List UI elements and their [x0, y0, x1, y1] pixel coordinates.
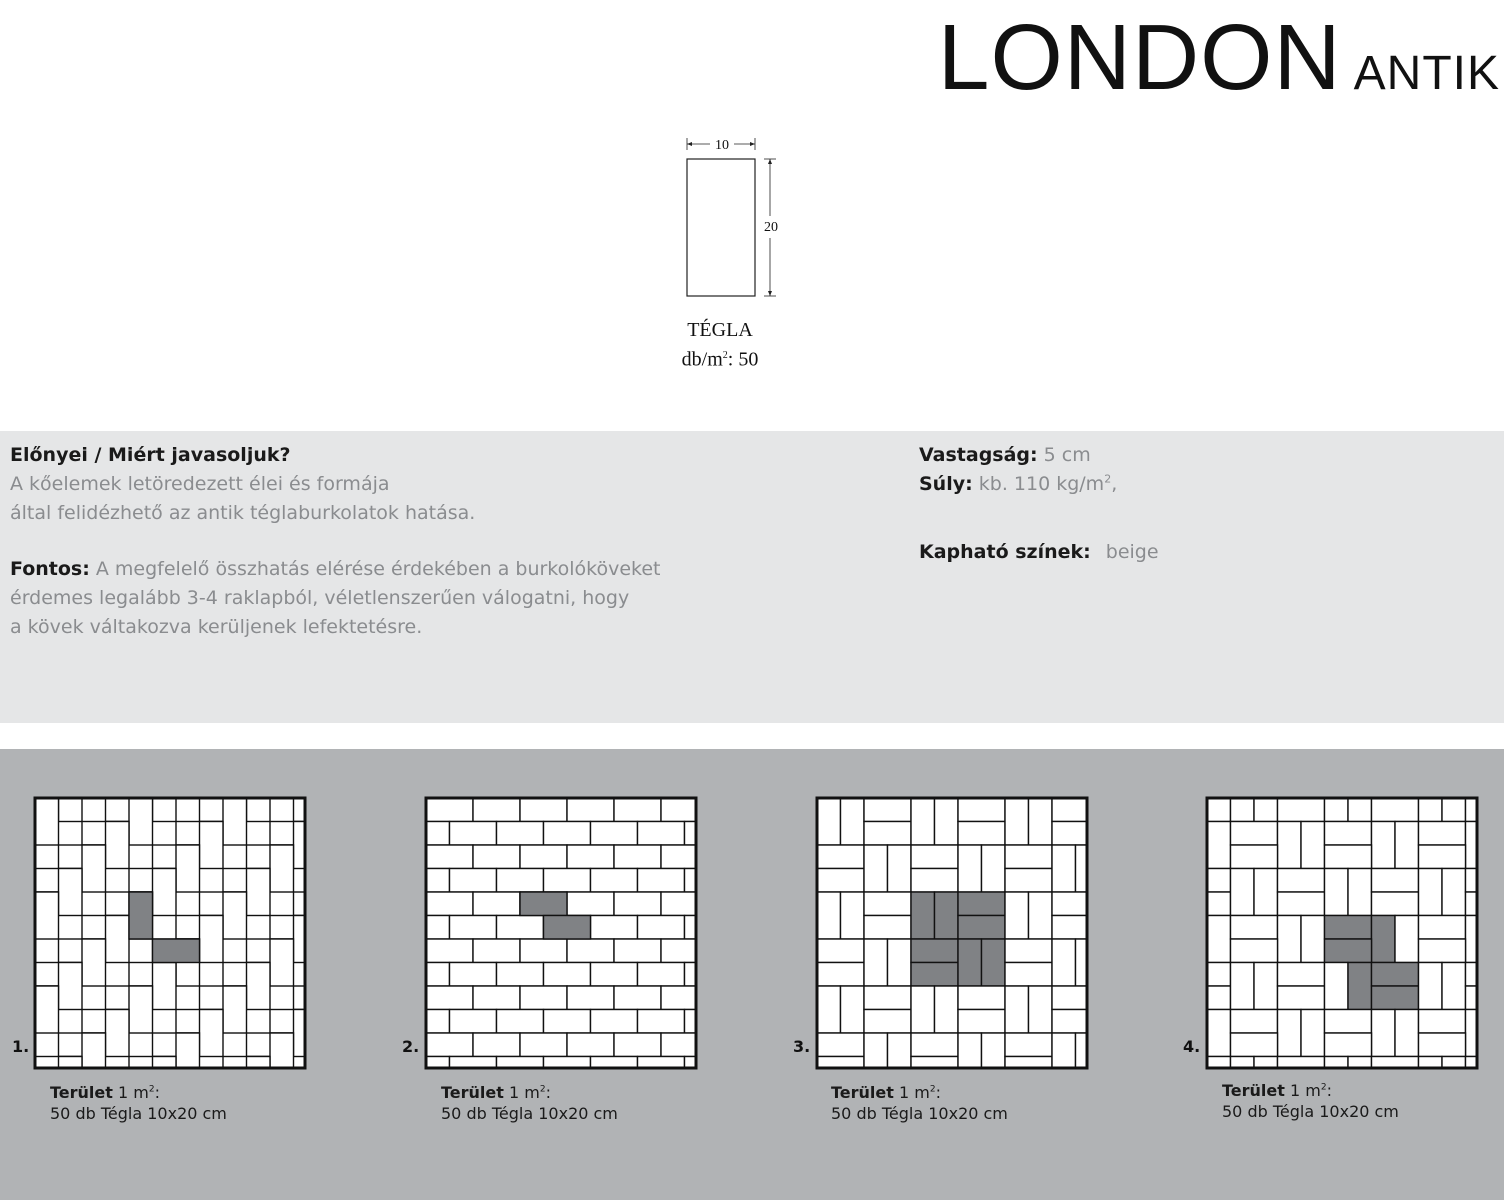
brick [1052, 892, 1089, 916]
brick [59, 869, 83, 916]
brick [450, 916, 497, 940]
brick [544, 822, 591, 846]
brick [958, 986, 1005, 1010]
highlight-brick [1348, 963, 1372, 1010]
brick [1052, 1033, 1076, 1070]
info-panel [0, 431, 1504, 723]
brick [1395, 822, 1419, 869]
brick [82, 845, 106, 892]
brick [544, 1010, 591, 1034]
brick [1005, 892, 1029, 939]
brick [638, 869, 685, 893]
brick [591, 916, 638, 940]
brick [864, 892, 911, 916]
brick [1254, 963, 1278, 1010]
brick [473, 986, 520, 1010]
brick [1029, 986, 1053, 1033]
brick [59, 796, 83, 822]
brick [1419, 845, 1466, 869]
brick [520, 1033, 567, 1057]
highlight-brick [911, 963, 958, 987]
brick [958, 798, 1005, 822]
brick [817, 939, 864, 963]
brick [1278, 869, 1325, 893]
pattern-running-bond [424, 796, 698, 1070]
brick [958, 822, 1005, 846]
brick [1205, 892, 1231, 916]
pattern-number: 4. [1183, 1037, 1201, 1056]
brick [473, 845, 520, 869]
brick [841, 798, 865, 845]
brick [426, 845, 473, 869]
brick [82, 939, 106, 986]
brick [864, 822, 911, 846]
brick [1372, 1010, 1396, 1057]
brick [1442, 869, 1466, 916]
brick [1348, 869, 1372, 916]
brick [614, 845, 661, 869]
brick [426, 939, 473, 963]
highlight-brick [544, 916, 591, 940]
brick [1419, 939, 1466, 963]
brick [935, 986, 959, 1033]
highlight-brick [1372, 963, 1419, 987]
pattern-herringbone [33, 796, 307, 1070]
highlight-brick [958, 892, 1005, 916]
brick [1052, 986, 1089, 1010]
brick [426, 892, 473, 916]
brick [450, 963, 497, 987]
pattern-caption: Terület 1 $m^2$: 50 db Tégla 10x20 cm [831, 1083, 1008, 1123]
important-text: a kövek váltakozva kerüljenek lefektetésre. [10, 616, 423, 638]
brick [661, 798, 698, 822]
brick [247, 963, 271, 1010]
brick [1301, 822, 1325, 869]
brick [864, 986, 911, 1010]
brick [911, 1033, 958, 1057]
brick [1205, 963, 1231, 987]
brick [1419, 869, 1443, 916]
brick [35, 798, 59, 845]
brick [911, 986, 935, 1033]
brick [1231, 939, 1278, 963]
brick [1372, 869, 1419, 893]
brick [1395, 1010, 1419, 1057]
brick [661, 845, 698, 869]
brick [911, 798, 935, 845]
brick [567, 1033, 614, 1057]
laying-patterns-panel [0, 749, 1504, 1200]
brick [424, 1010, 450, 1034]
brick [591, 822, 638, 846]
brick [614, 1033, 661, 1057]
brick [888, 845, 912, 892]
brick [1419, 1010, 1466, 1034]
weight-label: Súly: [919, 473, 973, 495]
brick [520, 986, 567, 1010]
brick [1005, 798, 1029, 845]
brick [1278, 892, 1325, 916]
brick [567, 892, 614, 916]
brick [200, 916, 224, 963]
brick [1278, 822, 1302, 869]
brick [817, 869, 864, 893]
brick [1419, 1033, 1466, 1057]
brick [1052, 822, 1089, 846]
brick [1207, 916, 1231, 963]
brick [591, 963, 638, 987]
brick [817, 986, 841, 1033]
brick [473, 798, 520, 822]
brick [888, 939, 912, 986]
advantages-line: A kőelemek letöredezett élei és formája [10, 473, 390, 495]
highlight-brick [1325, 939, 1372, 963]
brick [661, 939, 698, 963]
brick [473, 1033, 520, 1057]
brick [1419, 822, 1466, 846]
brick [1029, 798, 1053, 845]
highlight-brick [911, 892, 935, 939]
brick [270, 939, 294, 986]
brick [1372, 822, 1396, 869]
brick [1254, 796, 1278, 822]
highlight-brick [1372, 986, 1419, 1010]
brick [1325, 822, 1372, 846]
highlight-brick [935, 892, 959, 939]
brick [424, 916, 450, 940]
brick [638, 822, 685, 846]
brick [200, 1010, 224, 1057]
brick [864, 798, 911, 822]
brick [35, 892, 59, 939]
brick [1005, 1033, 1052, 1057]
brick [247, 869, 271, 916]
pattern-caption: Terület 1 $m^2$: 50 db Tégla 10x20 cm [1222, 1081, 1399, 1121]
brick [1254, 869, 1278, 916]
brick-density: $db/m^2$: 50 [681, 348, 759, 371]
important-label: Fontos: [10, 558, 90, 580]
brick [1348, 796, 1372, 822]
brick [1005, 869, 1052, 893]
height-label: 20 [764, 220, 778, 235]
brick [129, 798, 153, 845]
title-sub: ANTIK [1353, 47, 1500, 100]
brick [1005, 986, 1029, 1033]
brick [638, 1010, 685, 1034]
brick [426, 1033, 473, 1057]
brick [153, 869, 177, 916]
brick [567, 939, 614, 963]
brick [911, 869, 958, 893]
brick [567, 845, 614, 869]
brick [106, 822, 130, 869]
highlight-brick [153, 939, 200, 963]
brick [864, 1033, 888, 1070]
brick [1231, 1010, 1278, 1034]
highlight-brick [520, 892, 567, 916]
brick [888, 1033, 912, 1070]
brick [1278, 986, 1325, 1010]
brick [106, 1010, 130, 1057]
brick [591, 869, 638, 893]
brick [1442, 796, 1466, 822]
brick [817, 963, 864, 987]
brick [1029, 892, 1053, 939]
brick [1325, 845, 1372, 869]
brick [982, 845, 1006, 892]
brick [864, 845, 888, 892]
thickness-value: 5 cm [1037, 444, 1091, 466]
brick [958, 1010, 1005, 1034]
brick [450, 869, 497, 893]
highlight-brick [1372, 916, 1396, 963]
important-block [10, 555, 661, 642]
brick [614, 986, 661, 1010]
brick [424, 822, 450, 846]
brick-outline [687, 159, 755, 296]
brick [1207, 822, 1231, 869]
pattern-bricks [424, 798, 698, 1070]
important-text: érdemes legalább 3-4 raklapból, véletlenszerűen válogatni, hogy [10, 587, 630, 609]
brick [1442, 963, 1466, 1010]
brick [1419, 796, 1443, 822]
brick [864, 939, 888, 986]
brick [661, 1033, 698, 1057]
brick [982, 1033, 1006, 1070]
brick [200, 822, 224, 869]
brick [153, 963, 177, 1010]
brick [473, 939, 520, 963]
brick [1278, 963, 1325, 987]
colors-block [919, 538, 1159, 567]
pattern-pinwheel [1205, 796, 1479, 1070]
brick [1052, 845, 1076, 892]
highlight-brick [1325, 916, 1372, 940]
advantages-line: által felidézhető az antik téglaburkolatok hatása. [10, 502, 476, 524]
brick-dimension-diagram [660, 128, 800, 308]
highlight-brick [911, 939, 958, 963]
brick [223, 798, 247, 845]
brick [424, 869, 450, 893]
brick [841, 892, 865, 939]
brick [1231, 869, 1255, 916]
advantages-heading: Előnyei / Miért javasoljuk? [10, 444, 291, 466]
brick [35, 986, 59, 1033]
brick [638, 916, 685, 940]
pattern-caption: Terület 1 $m^2$: 50 db Tégla 10x20 cm [441, 1083, 618, 1123]
brick [1231, 1033, 1278, 1057]
pattern-number: 3. [793, 1037, 811, 1056]
brick [106, 916, 130, 963]
brick [424, 963, 450, 987]
brick [864, 1010, 911, 1034]
brick [270, 1033, 294, 1070]
brick [1419, 963, 1443, 1010]
brick [864, 916, 911, 940]
brick [450, 822, 497, 846]
advantages-block [10, 441, 475, 528]
brick [1325, 963, 1349, 1010]
weight-value: kb. 110 kg/m [972, 473, 1105, 495]
brick [497, 869, 544, 893]
brick [1052, 798, 1089, 822]
brick [223, 986, 247, 1033]
brick [247, 796, 271, 822]
brick [1372, 798, 1419, 822]
brick [1205, 869, 1231, 893]
brick [911, 845, 958, 869]
brick [1325, 869, 1349, 916]
colors-value: beige [1105, 541, 1159, 563]
brick [1005, 845, 1052, 869]
brick [176, 845, 200, 892]
brick [426, 986, 473, 1010]
brick [497, 916, 544, 940]
brick [1205, 798, 1231, 822]
brick [544, 869, 591, 893]
brick [1395, 916, 1419, 963]
brick [614, 939, 661, 963]
brick [817, 892, 841, 939]
brick [520, 845, 567, 869]
brick [1325, 796, 1349, 822]
brick [1301, 916, 1325, 963]
brick-caption [620, 318, 820, 373]
pattern-number: 1. [12, 1037, 30, 1056]
brick [450, 1010, 497, 1034]
brick [614, 892, 661, 916]
brick [497, 822, 544, 846]
brick [270, 845, 294, 892]
brick [520, 798, 567, 822]
brick [1419, 916, 1466, 940]
brick [1231, 845, 1278, 869]
brick [958, 1033, 982, 1070]
brick [935, 798, 959, 845]
brick [1207, 1010, 1231, 1057]
brick [426, 798, 473, 822]
pattern-bricks [817, 798, 1089, 1070]
brick [567, 986, 614, 1010]
brick [153, 796, 177, 822]
brick [841, 986, 865, 1033]
brick [1231, 796, 1255, 822]
brick [223, 892, 247, 939]
pattern-bricks [33, 796, 307, 1070]
brick [638, 963, 685, 987]
brick [661, 986, 698, 1010]
brick [614, 798, 661, 822]
brick [817, 798, 841, 845]
brick [1231, 916, 1278, 940]
brick [1325, 1010, 1372, 1034]
brick [59, 963, 83, 1010]
brick [1205, 986, 1231, 1010]
brick [1372, 892, 1419, 916]
brick [817, 845, 864, 869]
brick [129, 986, 153, 1033]
brick [1278, 916, 1302, 963]
brick [1301, 1010, 1325, 1057]
highlight-brick [982, 939, 1006, 986]
pattern-bricks [1205, 796, 1479, 1070]
brick [591, 1010, 638, 1034]
pattern-caption: Terület 1 $m^2$: 50 db Tégla 10x20 cm [50, 1083, 227, 1123]
brick [520, 939, 567, 963]
brick [473, 892, 520, 916]
colors-label: Kapható színek: [919, 541, 1091, 563]
brick [1052, 916, 1089, 940]
brick [176, 1033, 200, 1070]
brick [497, 1010, 544, 1034]
title-main: LONDON [937, 5, 1342, 109]
brick [82, 1033, 106, 1070]
brick [1052, 1010, 1089, 1034]
brick [544, 963, 591, 987]
brick [1325, 1033, 1372, 1057]
brick [1231, 822, 1278, 846]
product-title [938, 4, 1500, 111]
brick [1231, 963, 1255, 1010]
pattern-basketweave [815, 796, 1089, 1070]
highlight-brick [958, 916, 1005, 940]
brick [1005, 963, 1052, 987]
brick [567, 798, 614, 822]
brick [1005, 939, 1052, 963]
pattern-number: 2. [402, 1037, 420, 1056]
brick-name: TÉGLA [687, 319, 753, 341]
thickness-label: Vastagság: [919, 444, 1038, 466]
important-text: A megfelelő összhatás elérése érdekében a burkolóköveket [89, 558, 661, 580]
highlight-brick [129, 892, 153, 939]
brick [817, 1033, 864, 1057]
brick [958, 845, 982, 892]
specs-block: Vastagság: 5 cm Súly: kb. 110 $kg/m^2$, [919, 444, 1118, 495]
highlight-brick [958, 939, 982, 986]
brick [1278, 798, 1325, 822]
brick [1278, 1010, 1302, 1057]
brick [497, 963, 544, 987]
width-label: 10 [715, 138, 729, 153]
brick [1052, 939, 1076, 986]
brick [661, 892, 698, 916]
